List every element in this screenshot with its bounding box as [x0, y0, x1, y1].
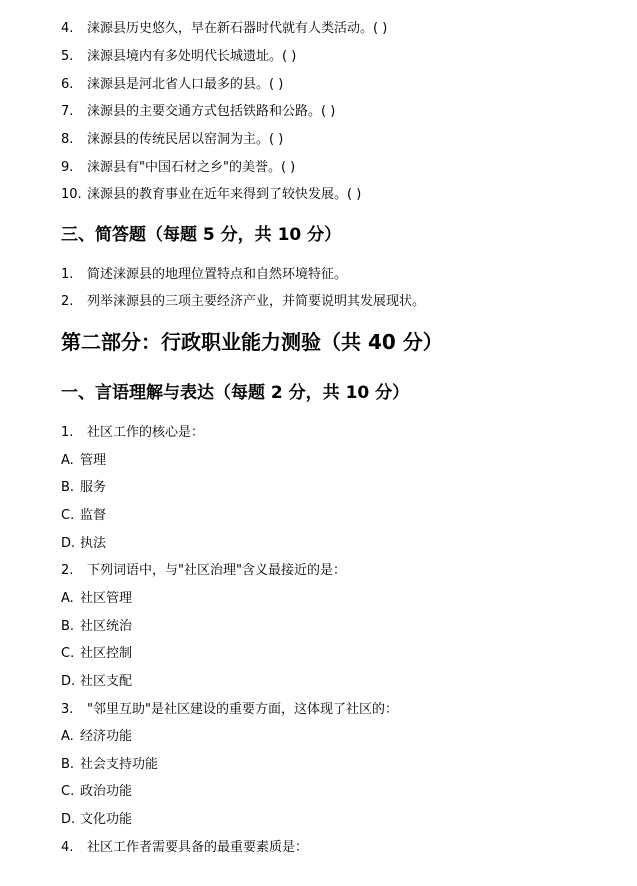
- judgement-item: [61, 131, 283, 149]
- option-label: B.: [61, 480, 75, 495]
- option: [61, 452, 106, 470]
- option-label: A.: [61, 729, 74, 744]
- option-label: B.: [61, 619, 75, 634]
- item-number: 8.: [61, 132, 74, 147]
- option-label: D.: [61, 674, 76, 689]
- option-text: 管理: [80, 453, 107, 468]
- item-text: 涞源县的教育事业在近年来得到了较快发展。( ): [87, 187, 362, 202]
- option-text: 经济功能: [80, 729, 133, 744]
- option-text: 政治功能: [80, 784, 133, 799]
- option-text: 服务: [80, 480, 107, 495]
- section-heading: 一、言语理解与表达（每题 2 分，共 10 分）: [61, 383, 410, 403]
- item-number: 5.: [61, 49, 74, 64]
- part-heading: 第二部分：行政职业能力测验（共 40 分）: [61, 330, 443, 354]
- option-label: D.: [61, 536, 76, 551]
- judgement-item: [61, 76, 283, 94]
- item-text: 简述涞源县的地理位置特点和自然环境特征。: [87, 267, 348, 282]
- question-number: 2.: [61, 563, 74, 578]
- option-text: 社区统治: [80, 619, 133, 634]
- item-number: 4.: [61, 21, 74, 36]
- item-text: 涞源县历史悠久，早在新石器时代就有人类活动。( ): [87, 21, 388, 36]
- short-answer-item: [61, 266, 347, 284]
- question-number: 4.: [61, 840, 74, 855]
- option-text: 社区控制: [80, 646, 133, 661]
- question: [61, 562, 346, 580]
- item-text: 列举涞源县的三项主要经济产业，并简要说明其发展现状。: [87, 294, 426, 309]
- option: [61, 479, 106, 497]
- option-label: D.: [61, 812, 76, 827]
- option-text: 社区支配: [80, 674, 133, 689]
- item-number: 2.: [61, 294, 74, 309]
- option-text: 监督: [80, 508, 107, 523]
- option-text: 文化功能: [80, 812, 133, 827]
- option-text: 社区管理: [80, 591, 133, 606]
- judgement-item: [61, 48, 296, 66]
- option-label: B.: [61, 757, 75, 772]
- question-text: 下列词语中，与"社区治理"含义最接近的是：: [87, 563, 346, 578]
- option-label: C.: [61, 784, 75, 799]
- option: [61, 618, 132, 636]
- option-text: 执法: [80, 536, 107, 551]
- question-text: 社区工作的核心是：: [87, 425, 205, 440]
- question: [61, 701, 398, 719]
- option: [61, 673, 132, 691]
- judgement-item: [61, 20, 387, 38]
- option-text: 社会支持功能: [80, 757, 159, 772]
- item-number: 10.: [61, 187, 82, 202]
- item-text: 涞源县有"中国石材之乡"的美誉。( ): [87, 160, 296, 175]
- option-label: C.: [61, 646, 75, 661]
- question-number: 3.: [61, 702, 74, 717]
- option: [61, 645, 132, 663]
- item-text: 涞源县是河北省人口最多的县。( ): [87, 77, 284, 92]
- question-text: 社区工作者需要具备的最重要素质是：: [87, 840, 309, 855]
- item-text: 涞源县境内有多处明代长城遗址。( ): [87, 49, 297, 64]
- section-heading: 三、简答题（每题 5 分，共 10 分）: [61, 225, 342, 245]
- option: [61, 811, 132, 829]
- item-text: 涞源县的传统民居以窑洞为主。( ): [87, 132, 284, 147]
- option-label: A.: [61, 453, 74, 468]
- item-number: 7.: [61, 104, 74, 119]
- question-text: "邻里互助"是社区建设的重要方面，这体现了社区的：: [87, 702, 398, 717]
- option-label: A.: [61, 591, 74, 606]
- question: [61, 424, 204, 442]
- judgement-item: [61, 103, 335, 121]
- option: [61, 756, 158, 774]
- item-number: 1.: [61, 267, 74, 282]
- question: [61, 839, 308, 857]
- item-number: 9.: [61, 160, 74, 175]
- judgement-item: [61, 159, 295, 177]
- question-number: 1.: [61, 425, 74, 440]
- option-label: C.: [61, 508, 75, 523]
- option: [61, 535, 106, 553]
- item-number: 6.: [61, 77, 74, 92]
- option: [61, 507, 106, 525]
- option: [61, 783, 132, 801]
- option: [61, 728, 132, 746]
- option: [61, 590, 132, 608]
- short-answer-item: [61, 293, 425, 311]
- judgement-item: [61, 186, 361, 204]
- item-text: 涞源县的主要交通方式包括铁路和公路。( ): [87, 104, 336, 119]
